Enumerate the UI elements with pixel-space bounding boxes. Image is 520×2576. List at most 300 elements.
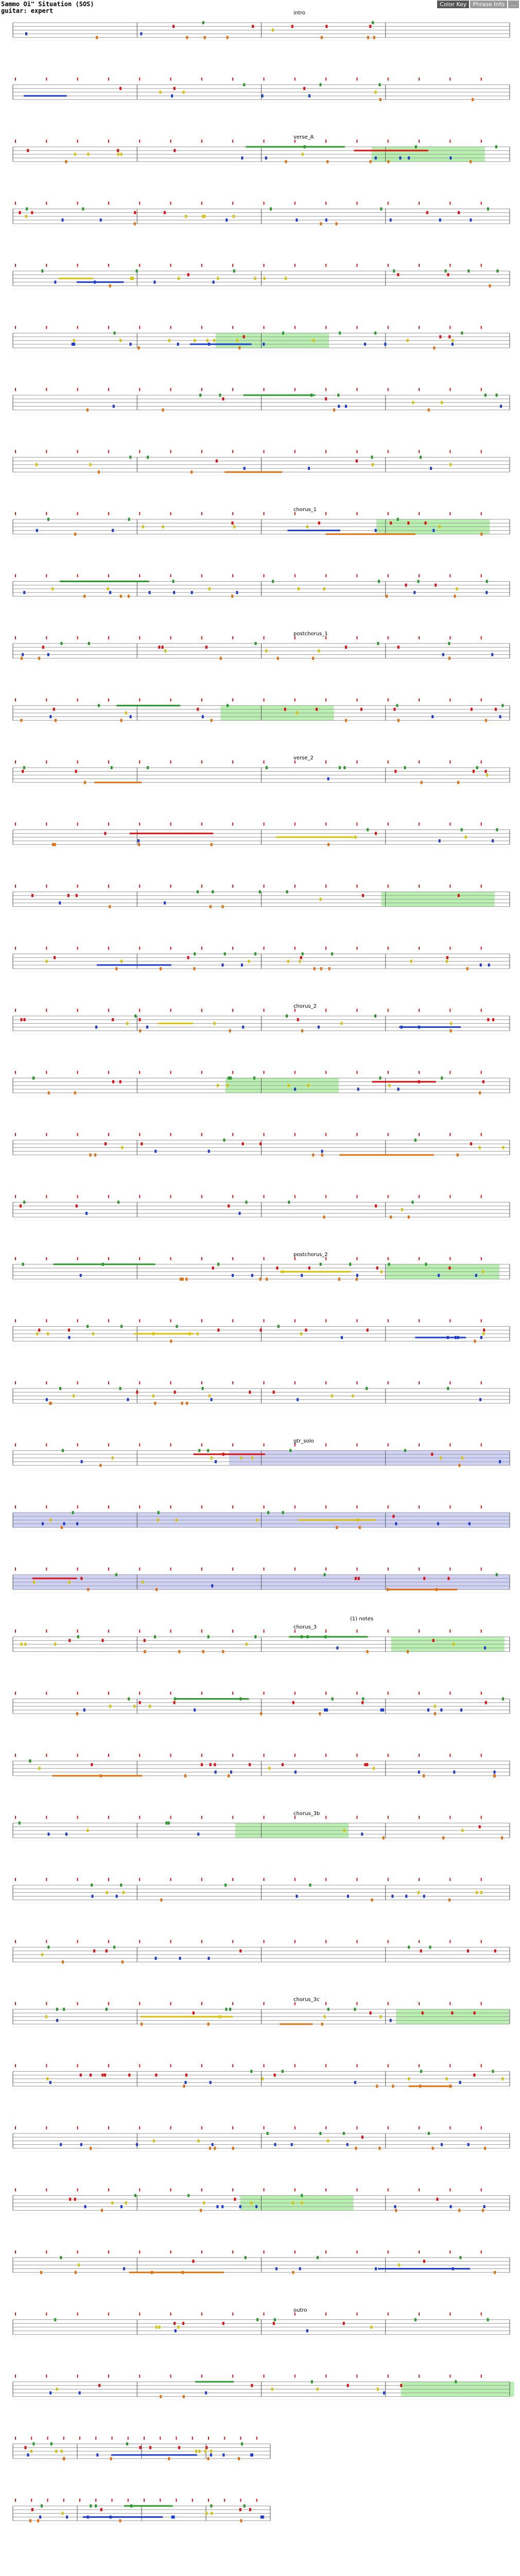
note-gem [204, 36, 206, 39]
note-gem [49, 1402, 51, 1405]
note-gem [200, 2209, 202, 2212]
beat-tick [170, 388, 171, 391]
note-gem [367, 828, 369, 832]
beat-tick [139, 823, 140, 826]
section-label: chorus_3b [293, 1810, 320, 1817]
note-gem [299, 2267, 301, 2270]
beat-tick [356, 760, 357, 764]
note-gem [249, 1763, 251, 1766]
beat-tick [325, 388, 326, 391]
note-gem [459, 2256, 461, 2259]
note-gem [285, 277, 287, 280]
beat-tick [449, 1630, 450, 1633]
note-gem [429, 1946, 431, 1949]
beat-tick [481, 1195, 482, 1198]
beat-tick [77, 1754, 78, 1757]
beat-tick [201, 450, 202, 453]
beat-tick [256, 2437, 257, 2440]
note-sustain [24, 95, 67, 97]
note-sustain [111, 2454, 197, 2456]
beat-tick [449, 78, 450, 81]
note-gem [439, 218, 441, 222]
beat-tick [201, 388, 202, 391]
note-gem [407, 521, 409, 524]
beat-tick [15, 1009, 16, 1012]
note-gem [346, 2143, 349, 2146]
beat-tick [77, 2250, 78, 2253]
note-gem [273, 1391, 275, 1394]
beat-tick [170, 1754, 171, 1757]
beat-tick [15, 1816, 16, 1819]
beat-tick [95, 2437, 96, 2440]
beat-tick [46, 512, 47, 515]
note-gem [93, 1950, 95, 1953]
note-gem [461, 1829, 463, 1832]
note-gem [240, 1456, 242, 1460]
note-gem [313, 339, 315, 342]
beat-tick [388, 2064, 389, 2067]
note-sustain [59, 278, 93, 279]
note-gem [19, 211, 21, 214]
note-gem [318, 521, 320, 524]
beat-tick [77, 699, 78, 702]
beat-tick [388, 78, 389, 81]
note-gem [259, 1142, 262, 1145]
note-gem [68, 1639, 71, 1642]
note-gem [127, 1398, 129, 1401]
note-gem [380, 208, 382, 211]
note-gem [67, 894, 70, 897]
note-gem [276, 1266, 278, 1269]
note-gem [447, 1577, 449, 1580]
note-gem [319, 2132, 321, 2135]
beat-tick [449, 2064, 450, 2067]
note-gem [128, 518, 130, 521]
note-gem [109, 591, 111, 594]
beat-tick [170, 2375, 171, 2378]
beat-tick [108, 2064, 109, 2067]
note-gem [164, 211, 166, 214]
beat-tick [46, 1444, 47, 1447]
beat-tick [46, 2189, 47, 2192]
note-gem [74, 1091, 76, 1094]
beat-tick [356, 1444, 357, 1447]
note-gem [227, 1084, 229, 1087]
beat-tick [294, 1319, 296, 1323]
beat-tick [46, 1133, 47, 1136]
note-gem [149, 2446, 151, 2449]
note-gem [502, 1146, 505, 1149]
note-gem [337, 394, 339, 397]
note-gem [141, 2023, 143, 2026]
note-gem [250, 2070, 252, 2073]
note-gem [343, 2132, 345, 2135]
beat-tick [264, 140, 265, 143]
beat-tick [108, 1630, 109, 1633]
note-gem [410, 960, 412, 963]
note-gem [146, 1026, 148, 1029]
beat-tick [264, 1754, 265, 1757]
note-gem [254, 953, 256, 956]
beat-tick [481, 1071, 482, 1074]
note-gem [437, 1522, 439, 1526]
note-gem [369, 25, 371, 28]
note-gem [441, 401, 443, 404]
beat-tick [419, 823, 420, 826]
beat-tick [294, 947, 296, 950]
note-gem [485, 719, 487, 722]
note-gem [333, 409, 335, 412]
beat-tick [46, 2375, 47, 2378]
beat-tick [419, 326, 420, 329]
beat-tick [15, 574, 16, 578]
beat-tick [481, 1505, 482, 1509]
beat-tick [77, 2313, 78, 2316]
note-gem [120, 152, 122, 156]
note-gem [301, 2194, 303, 2197]
note-gem [424, 521, 426, 524]
note-gem [187, 956, 189, 959]
beat-tick [108, 574, 109, 578]
note-gem [446, 956, 448, 959]
note-gem [174, 149, 176, 152]
beat-tick [192, 2499, 193, 2502]
beat-tick [46, 1878, 47, 1881]
note-gem [345, 719, 347, 722]
note-gem [191, 591, 193, 594]
note-sustain [326, 533, 415, 535]
note-gem [355, 1577, 357, 1580]
beat-tick [419, 388, 420, 391]
note-gem [177, 343, 179, 346]
beat-tick [388, 760, 389, 764]
beat-tick [481, 1133, 482, 1136]
note-gem [491, 653, 493, 656]
beat-tick [325, 1878, 326, 1881]
note-gem [246, 1201, 248, 1204]
beat-tick [139, 1505, 140, 1509]
note-gem [436, 2198, 438, 2201]
note-gem [383, 1836, 385, 1839]
beat-tick [356, 264, 357, 267]
beat-tick [77, 1630, 78, 1633]
beat-tick [46, 388, 47, 391]
beat-tick [170, 202, 171, 205]
note-gem [59, 1387, 61, 1390]
beat-tick [139, 947, 140, 950]
note-gem [222, 905, 224, 908]
beat-tick [419, 1692, 420, 1695]
note-gem [298, 587, 300, 590]
beat-tick [264, 1257, 265, 1260]
beat-tick [232, 1568, 233, 1571]
note-gem [287, 960, 289, 963]
beat-tick [77, 1692, 78, 1695]
note-gem [319, 1712, 321, 1715]
note-gem [73, 339, 75, 342]
note-gem [238, 346, 240, 349]
beat-tick [31, 2499, 32, 2502]
note-gem [25, 215, 27, 218]
phrase-info-label[interactable]: Phrase Info [470, 1, 507, 8]
beat-tick [419, 1257, 420, 1260]
beat-tick [224, 2437, 225, 2440]
note-gem [120, 719, 122, 722]
note-gem [174, 2322, 176, 2325]
beat-tick [325, 1133, 326, 1136]
beat-tick [46, 1754, 47, 1757]
beat-tick [201, 1133, 202, 1136]
note-gem [84, 781, 86, 784]
beat-tick [232, 1319, 233, 1323]
note-gem [371, 456, 373, 459]
note-sustain [130, 833, 213, 834]
note-gem [155, 1588, 158, 1591]
note-gem [211, 2512, 213, 2515]
note-sustain [354, 150, 428, 151]
beat-tick [170, 636, 171, 639]
note-gem [149, 1705, 151, 1708]
note-gem [480, 533, 482, 536]
beat-tick [388, 947, 389, 950]
note-gem [80, 1274, 82, 1277]
note-gem [423, 1577, 425, 1580]
note-gem [241, 2443, 243, 2446]
note-gem [160, 1899, 162, 1902]
note-gem [347, 2384, 349, 2387]
note-sustain [388, 1589, 457, 1590]
note-gem [198, 2450, 200, 2453]
note-gem [25, 32, 27, 36]
note-gem [55, 719, 57, 722]
beat-tick [170, 1444, 171, 1447]
note-gem [470, 160, 472, 163]
note-gem [448, 642, 450, 645]
note-gem [134, 222, 136, 225]
beat-tick [356, 885, 357, 888]
note-gem [83, 1708, 85, 1711]
note-gem [377, 2387, 379, 2391]
note-gem [165, 1822, 167, 1825]
beat-tick [170, 326, 171, 329]
note-gem [479, 1825, 481, 1828]
note-gem [361, 2136, 363, 2139]
note-gem [180, 1278, 182, 1281]
beat-tick [325, 760, 326, 764]
note-gem [470, 1142, 472, 1145]
beat-tick [388, 512, 389, 515]
beat-tick [77, 1444, 78, 1447]
beat-tick [15, 512, 16, 515]
note-gem [431, 715, 434, 718]
note-gem [61, 2450, 63, 2453]
note-gem [192, 2260, 194, 2263]
beat-tick [15, 326, 16, 329]
beat-tick [170, 1630, 171, 1633]
note-gem [175, 2329, 177, 2332]
note-gem [162, 409, 164, 412]
note-gem [217, 1084, 219, 1087]
section-label: gtr_solo [293, 1438, 314, 1444]
color-key-label[interactable]: Color Key [437, 1, 469, 8]
note-gem [375, 832, 377, 835]
beat-tick [356, 1940, 357, 1943]
beat-tick [449, 885, 450, 888]
note-gem [311, 2380, 313, 2383]
beat-tick [481, 264, 482, 267]
beat-tick [170, 1257, 171, 1260]
note-gem [164, 902, 166, 905]
beat-tick [170, 947, 171, 950]
note-gem [201, 1763, 203, 1766]
note-gem [450, 1029, 452, 1032]
note-gem [230, 1077, 232, 1080]
note-sustain [53, 1775, 143, 1776]
note-gem [36, 529, 38, 532]
note-gem [139, 1029, 141, 1032]
note-gem [168, 2457, 170, 2460]
note-gem [446, 960, 448, 963]
note-gem [112, 1080, 114, 1083]
note-gem [408, 157, 410, 160]
section-label: outro [293, 2307, 307, 2313]
beat-tick [170, 2126, 171, 2129]
note-gem [441, 2143, 443, 2146]
beat-tick [108, 1505, 109, 1509]
beat-tick [77, 1381, 78, 1384]
note-gem [300, 956, 302, 959]
note-gem [378, 2147, 380, 2150]
beat-tick [139, 1009, 140, 1012]
beat-tick [108, 885, 109, 888]
note-gem [321, 36, 323, 39]
note-gem [199, 394, 201, 397]
note-gem [294, 1771, 297, 1774]
note-gem [394, 770, 396, 773]
note-gem [296, 711, 298, 715]
note-gem [432, 2147, 434, 2150]
note-gem [105, 1142, 107, 1145]
beat-tick [264, 202, 265, 205]
beat-tick [325, 885, 326, 888]
beat-tick [264, 1444, 265, 1447]
note-gem [31, 211, 33, 214]
beat-tick [108, 388, 109, 391]
beat-tick [232, 2313, 233, 2316]
note-gem [286, 1014, 288, 1018]
note-gem [458, 894, 460, 897]
note-gem [106, 1891, 108, 1894]
note-gem [461, 828, 463, 832]
note-gem [482, 1080, 484, 1083]
note-gem [86, 1325, 89, 1328]
beat-tick [77, 450, 78, 453]
beat-tick [108, 1878, 109, 1881]
beat-tick [224, 2499, 225, 2502]
beat-tick [481, 2313, 482, 2316]
beat-tick [108, 2126, 109, 2129]
beat-tick [15, 2375, 16, 2378]
beat-tick [15, 1257, 16, 1260]
beat-tick [256, 2499, 257, 2502]
note-gem [21, 1018, 23, 1021]
note-gem [301, 2201, 303, 2205]
beat-tick [77, 140, 78, 143]
beat-tick [388, 2002, 389, 2005]
beat-tick [170, 1940, 171, 1943]
note-gem [447, 1387, 449, 1390]
note-gem [209, 587, 211, 590]
beat-tick [481, 1444, 482, 1447]
note-gem [496, 828, 498, 832]
note-gem [54, 281, 56, 284]
note-gem [186, 1402, 188, 1405]
beat-tick [139, 1195, 140, 1198]
note-gem [128, 595, 130, 598]
note-gem [242, 1142, 244, 1145]
note-gem [476, 1891, 478, 1894]
note-gem [482, 2209, 484, 2212]
note-gem [423, 1774, 425, 1777]
note-gem [27, 2453, 29, 2456]
beat-tick [481, 1878, 482, 1881]
beat-tick [201, 1009, 202, 1012]
note-gem [453, 1771, 455, 1774]
note-gem [226, 2008, 228, 2011]
note-gem [349, 1263, 351, 1266]
beat-tick [46, 2002, 47, 2005]
beat-tick [77, 1009, 78, 1012]
beat-tick [388, 1071, 389, 1074]
note-gem [111, 2201, 113, 2205]
note-gem [268, 1767, 270, 1770]
beat-tick [232, 450, 233, 453]
beat-tick [232, 947, 233, 950]
note-gem [119, 1387, 122, 1390]
beat-tick [232, 636, 233, 639]
note-gem [219, 394, 221, 397]
beat-tick [449, 699, 450, 702]
note-gem [285, 160, 287, 163]
note-gem [182, 1278, 184, 1281]
beat-tick [419, 2189, 420, 2192]
beat-tick [481, 1940, 482, 1943]
beat-tick [108, 2375, 109, 2378]
note-sustain [83, 2516, 163, 2518]
note-gem [49, 1518, 51, 1521]
note-gem [472, 98, 474, 101]
beat-tick [170, 1505, 171, 1509]
note-gem [425, 1263, 427, 1266]
note-gem [452, 339, 454, 342]
beat-tick [419, 264, 420, 267]
note-gem [20, 719, 22, 722]
beat-tick [108, 947, 109, 950]
beat-tick [419, 1754, 420, 1757]
beat-tick [139, 512, 140, 515]
beat-tick [232, 2189, 233, 2192]
note-gem [447, 273, 449, 276]
note-gem [39, 2516, 41, 2519]
note-gem [149, 591, 151, 594]
beat-tick [201, 2375, 202, 2378]
beat-tick [77, 1816, 78, 1819]
note-gem [128, 1698, 130, 1701]
note-gem [23, 1201, 25, 1204]
note-gem [119, 87, 122, 90]
note-gem [401, 1208, 403, 1211]
note-gem [210, 2450, 212, 2453]
